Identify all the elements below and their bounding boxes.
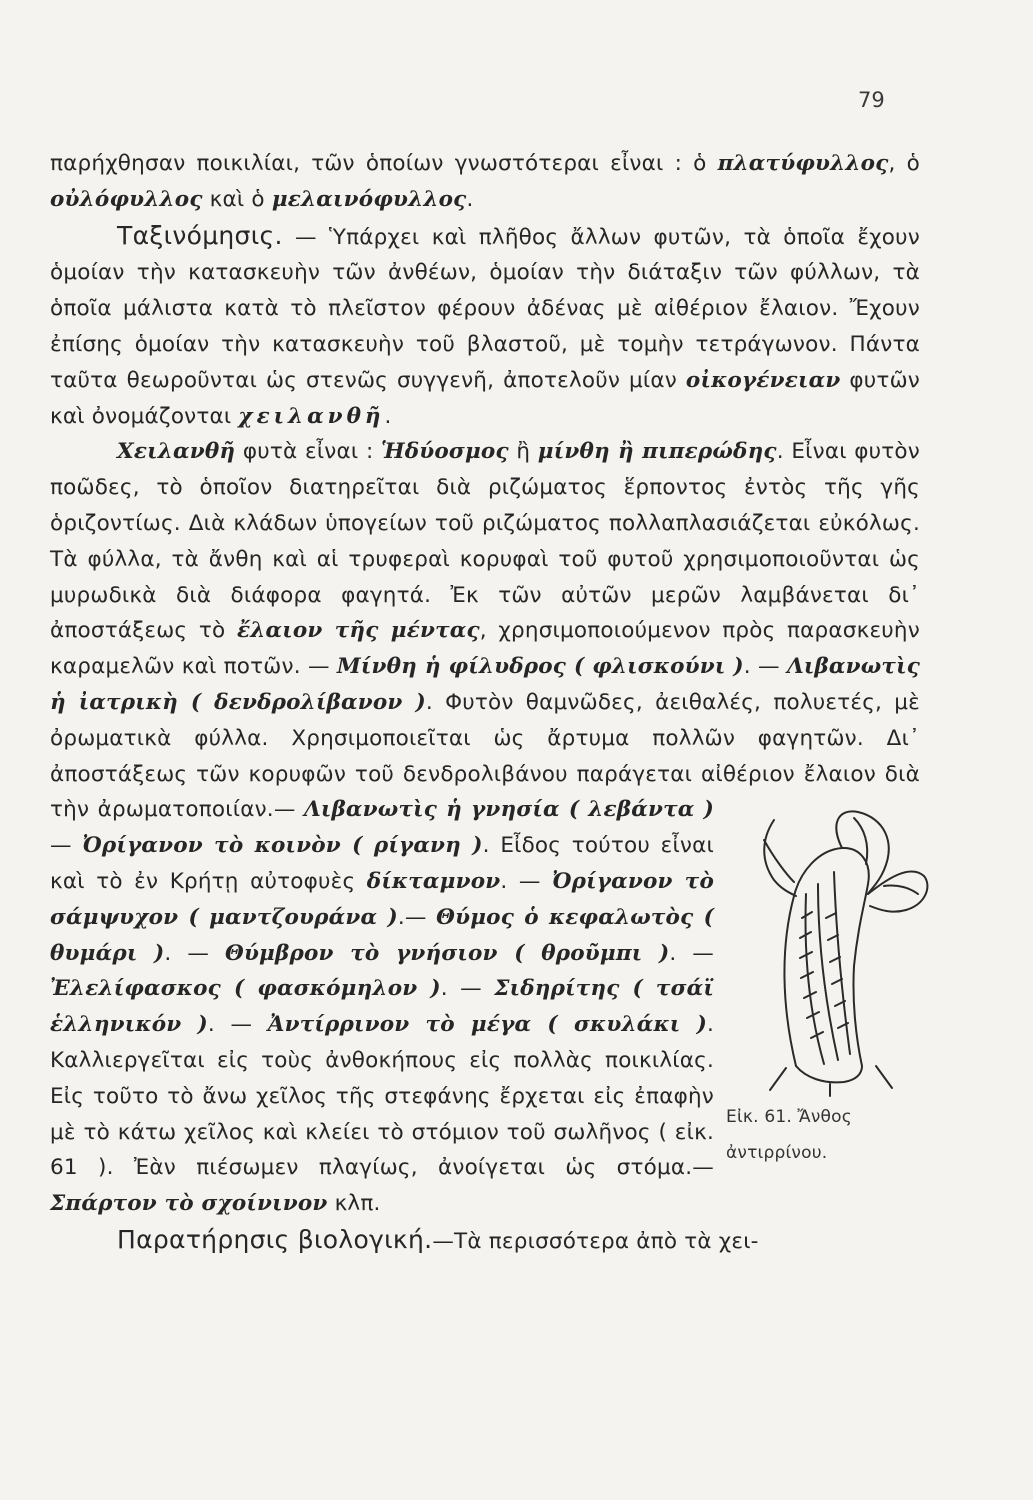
paragraph-varieties — [50, 146, 920, 218]
italic-term: Σιδηρίτης ( τσάϊ ἑλληνικόν ) — [50, 976, 714, 1038]
text-run: . — [384, 403, 392, 429]
paragraph-biological-note — [50, 1222, 920, 1260]
italic-term: Ἐλελίφασκος ( φασκόμηλον ) — [50, 976, 441, 1002]
figure-61 — [726, 798, 942, 1164]
text-run: . — — [669, 940, 714, 966]
italic-term: οὐλόφυλλος — [50, 186, 203, 212]
text-run: . — — [164, 940, 226, 966]
text-column — [50, 146, 920, 1260]
text-run: . Εἶναι φυτὸν ποῶδες, τὸ ὁποῖον διατηρεῖται διὰ ριζώματος ἕρποντος ἐντὸς τῆς γῆς ὁριζοντίως. Διὰ κλάδων ὑπογείων τοῦ ριζώματος πολλαπλασιάζεται εὐκόλως. Τὰ φύλλα, τὰ ἄνθη καὶ αἱ τρυφεραὶ κορυφαὶ τοῦ φυτοῦ χρησιμοποιοῦνται ὡς μυρωδικὰ διὰ διάφορα φαγητά. Ἐκ τῶν αὐτῶν μερῶν λαμβάνεται δι᾽ ἀποστάξεως τὸ — [50, 439, 920, 644]
text-run: — Ὑπάρχει καὶ πλῆθος ἄλλων φυτῶν, τὰ ὁποῖα ἔχουν ὁμοίαν τὴν κατασκευὴν τῶν ἀνθέων, ὁμοίαν τὴν διάταξιν τῶν φύλλων, τὰ ὁποῖα μάλιστα κατὰ τὸ πλεῖστον φέρουν ἀδένας μὲ αἰθέριον ἔλαιον. Ἔχουν ἐπίσης ὁμοίαν τὴν κατασκευὴν τοῦ βλαστοῦ, μὲ τομὴν τετράγωνον. Πάντα ταῦτα θεωροῦνται ὡς στενῶς συγγενῆ, ἀποτελοῦν μίαν — [50, 224, 920, 393]
text-run: καὶ ὁ — [202, 186, 272, 212]
caption-line: Εἰκ. 61. Ἄνθος — [726, 1107, 852, 1128]
text-run: . — — [207, 1012, 268, 1038]
spaced-term: χειλανθῆ — [238, 403, 385, 429]
text-run: φυτῶν καὶ ὀνομάζονται — [50, 367, 920, 429]
page-number: 79 — [858, 88, 885, 112]
paragraph-lamiaceae-list — [50, 434, 920, 1222]
text-run: , χρησιμοποιούμενον πρὸς παρασκευὴν καραμελῶν καὶ ποτῶν. — — [50, 618, 920, 680]
text-run: . Καλλιεργεῖται εἰς τοὺς ἀνθοκήπους εἰς πολλὰς ποικιλίας. Εἰς τοῦτο τὸ ἄνω χεῖλος τῆς στεφάνης ἔρχεται εἰς ἐπαφὴν μὲ τὸ κάτω χεῖλος καὶ κλείει τὸ στόμιον τοῦ σωλῆνος ( εἰκ. 61 ). Ἐὰν πιέσωμεν πλαγίως, ἀνοίγεται ὡς στόμα.— — [50, 1012, 715, 1181]
italic-term: Σπάρτον τὸ σχοίνινον — [50, 1191, 328, 1217]
text-run: , ὁ — [888, 151, 920, 176]
text-run: . — — [743, 654, 787, 680]
italic-term: μίνθη ἢ πιπερώδης — [537, 439, 777, 465]
italic-term: Ἡδύοσμος — [381, 439, 509, 465]
italic-term: Θύμος ὁ κεφαλωτὸς ( θυμάρι ) — [50, 904, 714, 966]
caption-line: ἀντιρρίνου. — [726, 1143, 828, 1164]
text-run: —Τὰ περισσότερα ἀπὸ τὰ χει- — [432, 1228, 759, 1254]
text-run: — — [50, 833, 83, 859]
text-run: φυτὰ εἶναι : — [235, 439, 381, 465]
snapdragon-flower-icon — [734, 798, 934, 1098]
italic-term: Ὀρίγανον τὸ κοινὸν ( ρίγανη ) — [82, 833, 483, 859]
section-heading: Παρατήρησις βιολογική. — [117, 1224, 433, 1254]
text-run: . Φυτὸν θαμνῶδες, ἀειθαλές, πολυετές, μὲ ὀρωματικὰ φύλλα. Χρησιμοποιεῖται ὡς ἄρτυμα πολλῶν φαγητῶν. Δι᾽ ἀποστάξεως τῶν κορυφῶν τοῦ δενδρολιβάνου παράγεται αἰθέριον ἔλαιον διὰ τὴν ἀρωματοποιίαν.— — [50, 689, 920, 823]
text-run: . — — [500, 868, 553, 894]
italic-term: Μίνθη ἡ φίλυδρος ( φλισκούνι ) — [336, 654, 744, 680]
text-run: ἢ — [508, 439, 538, 465]
paragraph-classification — [50, 218, 920, 435]
italic-term: Ἀντίρρινον τὸ μέγα ( σκυλάκι ) — [267, 1012, 707, 1038]
italic-term: Λιβανωτὶς ἡ γνησία ( λεβάντα ) — [303, 797, 714, 823]
text-run: . — — [440, 976, 495, 1002]
text-run: . — [466, 186, 474, 212]
italic-term: Ὀρίγανον τὸ σάμψυχον ( μαντζουράνα ) — [50, 868, 714, 930]
italic-term: μελαινόφυλλος — [271, 186, 467, 212]
italic-term: δίκταμνον — [366, 868, 501, 894]
section-heading: Ταξινόμησις. — [117, 220, 283, 250]
text-run: παρήχθησαν ποικιλίαι, τῶν ὁποίων γνωστότεραι εἶναι : ὁ — [50, 151, 718, 176]
italic-term: Χειλανθῆ — [117, 439, 236, 465]
italic-term: οἰκογένειαν — [685, 367, 841, 393]
italic-term: ἔλαιον τῆς μέντας — [236, 618, 480, 644]
figure-caption — [726, 1107, 852, 1163]
italic-term: πλατύφυλλος — [717, 151, 889, 176]
text-run: . Εἶδος τούτου εἶναι καὶ τὸ ἐν Κρήτῃ αὐτοφυὲς — [50, 833, 714, 894]
text-run: .— — [397, 904, 437, 930]
italic-term: Λιβανωτὶς ἡ ἰατρικὴ ( δενδρολίβανον ) — [50, 654, 920, 715]
text-run: κλπ. — [327, 1191, 381, 1217]
italic-term: Θύμβρον τὸ γνήσιον ( θροῦμπι ) — [225, 940, 670, 966]
